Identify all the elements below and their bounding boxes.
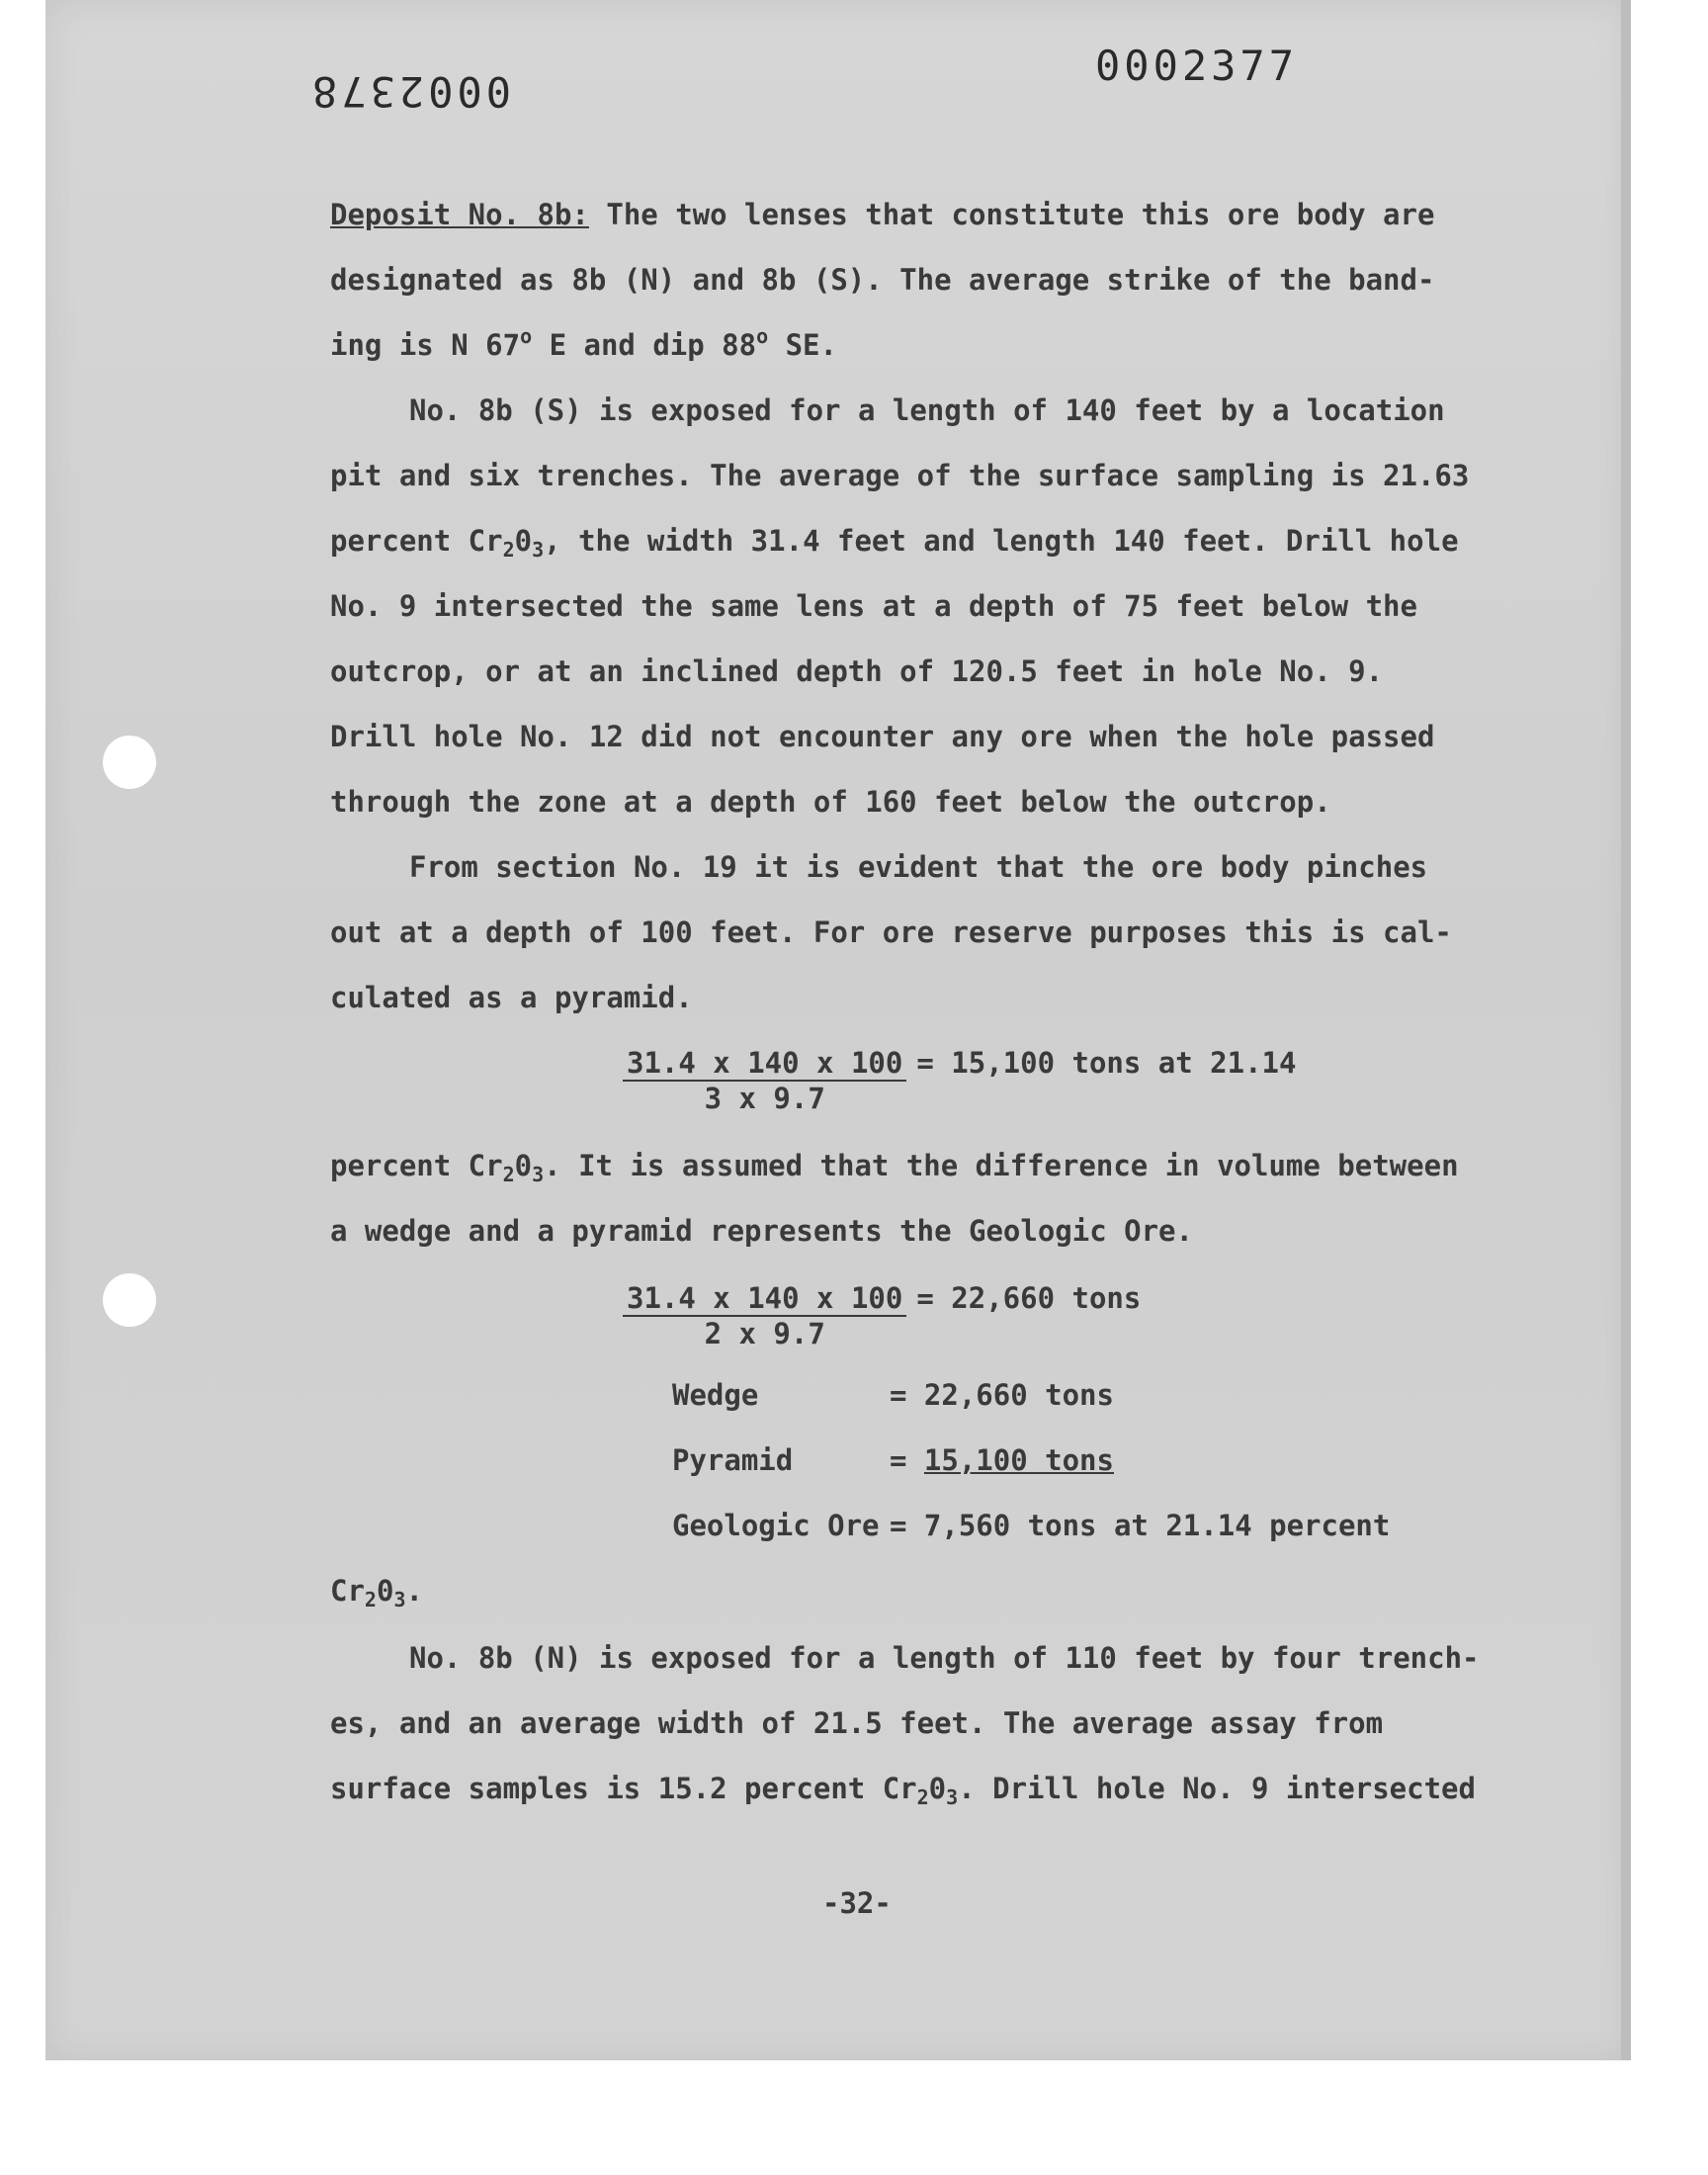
calc-row-geologic-ore: Geologic Ore = 7,560 tons at 21.14 percent (672, 1509, 1391, 1542)
calc-row-wedge: Wedge = 22,660 tons (672, 1378, 1114, 1412)
formula-wedge (623, 1281, 1141, 1350)
page-number: -32- (822, 1886, 892, 1920)
fraction-numerator: 31.4 x 140 x 100 (623, 1281, 906, 1317)
paragraph-deposit-8b: Deposit No. 8b: The two lenses that constitute this ore body are designated as 8b (N) and 8b (S). The average strike of the band- ing is N 67$^o$ E and dip 88$^o$ SE. (330, 198, 1435, 362)
section-heading: Deposit No. 8b: (330, 198, 589, 231)
fraction-denominator: 2 x 9.7 (704, 1317, 825, 1350)
bates-stamp-right: 0002377 (1095, 42, 1299, 90)
formula-result: = 15,100 tons at 21.14 (916, 1046, 1297, 1080)
formula-result: = 22,660 tons (916, 1281, 1142, 1315)
punch-hole-upper (103, 736, 156, 789)
fraction (623, 1281, 906, 1350)
formula-pyramid (623, 1046, 1296, 1115)
fraction-numerator: 31.4 x 140 x 100 (623, 1046, 906, 1082)
bates-stamp-left-inverted: 0002378 (308, 67, 512, 116)
calc-row-pyramid: Pyramid = 15,100 tons (672, 1443, 1114, 1477)
fraction-denominator: 3 x 9.7 (704, 1082, 825, 1115)
paragraph-assumption: percent $Cr_20_3$. It is assumed that the difference in volume between a wedge and a pyramid represents the Geologic Ore. (330, 1149, 1459, 1248)
paragraph-8b-north: No. 8b (N) is exposed for a length of 110 feet by four trench- es, and an average width of 21.5 feet. The average assay from surface samples is 15.2 percent $Cr_20_3$. Drill hole No. 9 intersected (330, 1641, 1480, 1809)
fraction (623, 1046, 906, 1115)
paragraph-section-19: From section No. 19 it is evident that the ore body pinches out at a depth of 100 feet. For ore reserve purposes this is cal- culated as a pyramid. (330, 850, 1452, 1014)
paragraph-8b-south: No. 8b (S) is exposed for a length of 140 feet by a location pit and six trenches. The average of the surface sampling is 21.63 percent $Cr_20_3$, the width 31.4 feet and length 140 feet. Drill hole No. 9 intersected the same lens at a depth of 75 feet below the outcrop, or at an inclined depth of 120.5 feet in hole No. 9. Drill hole No. 12 did not encounter any ore when the hole passed through the zone at a depth of 160 feet below the outcrop. (330, 393, 1470, 819)
punch-hole-lower (103, 1273, 156, 1327)
page-edge (1621, 0, 1631, 2060)
chromium-oxide-line: $Cr_20_3$. (330, 1574, 423, 1611)
geologic-ore-calculation (672, 1362, 1390, 1558)
